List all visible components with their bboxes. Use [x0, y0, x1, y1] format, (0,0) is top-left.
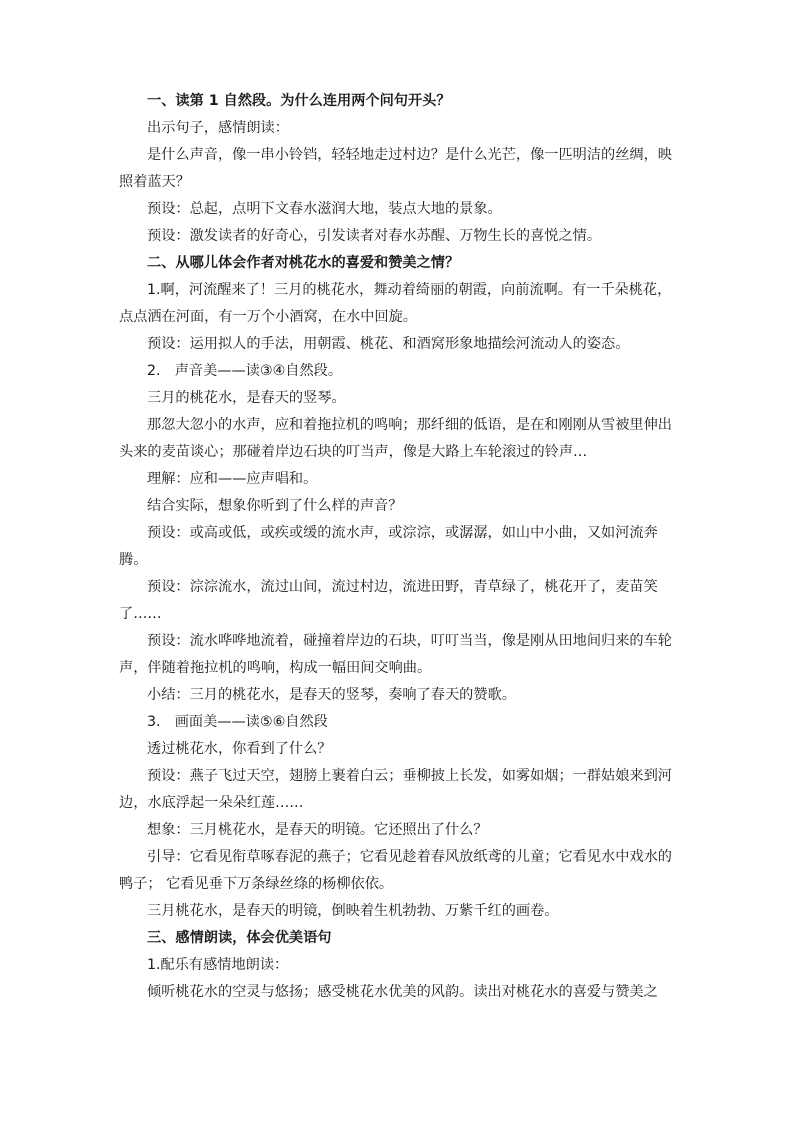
paragraph: 引导：它看见衔草啄春泥的燕子；它看见趁着春风放纸鸢的儿童；它看见水中戏水的鸭子； 它看见垂下万条绿丝绦的杨柳依依。: [119, 849, 672, 892]
paragraph: 预设：或高或低，或疾或缓的流水声，或淙淙，或潺潺，如山中小曲，又如河流奔腾。: [119, 525, 658, 568]
paragraph: 预设：淙淙流水，流过山间，流过村边，流进田野，青草绿了，桃花开了，麦苗笑了……: [119, 579, 658, 622]
paragraph: 3. 画面美——读⑤⑥自然段: [147, 714, 328, 730]
paragraph: 预设：流水哗哗地流着，碰撞着岸边的石块，叮叮当当，像是刚从田地间归来的车轮声，伴随着拖拉机的鸣响，构成一幅田间交响曲。: [119, 633, 672, 676]
paragraph: 想象：三月桃花水，是春天的明镜。它还照出了什么？: [147, 822, 488, 838]
section-heading: 二、从哪儿体会作者对桃花水的喜爱和赞美之情？: [147, 255, 460, 271]
paragraph: 预设：激发读者的好奇心，引发读者对春水苏醒、万物生长的喜悦之情。: [147, 228, 602, 244]
paragraph: 三月桃花水，是春天的明镜，倒映着生机勃勃、万紫千红的画卷。: [147, 903, 559, 919]
section-heading: 一、读第 1 自然段。为什么连用两个问句开头？: [147, 93, 451, 109]
paragraph: 那忽大忽小的水声，应和着拖拉机的鸣响；那纤细的低语，是在和刚刚从雪被里伸出头来的麦苗谈心；那碰着岸边石块的叮当声，像是大路上车轮滚过的铃声…: [119, 417, 672, 460]
paragraph: 理解：应和——应声唱和。: [147, 471, 318, 487]
paragraph: 预设：运用拟人的手法，用朝霞、桃花、和酒窝形象地描绘河流动人的姿态。: [147, 336, 630, 352]
section-heading: 三、感情朗读，体会优美语句: [147, 930, 332, 946]
paragraph: 结合实际，想象你听到了什么样的声音？: [147, 498, 403, 514]
paragraph: 透过桃花水，你看到了什么？: [147, 741, 332, 757]
paragraph: 倾听桃花水的空灵与悠扬；感受桃花水优美的风韵。读出对桃花水的喜爱与赞美之: [147, 984, 658, 1000]
paragraph: 小结：三月的桃花水，是春天的竖琴，奏响了春天的赞歌。: [147, 687, 516, 703]
paragraph: 2. 声音美——读③④自然段。: [147, 363, 343, 379]
paragraph: 1.配乐有感情地朗读：: [147, 957, 289, 973]
paragraph: 1.啊，河流醒来了！三月的桃花水，舞动着绮丽的朝霞，向前流啊。有一千朵桃花，点点洒在河面，有一万个小酒窝，在水中回旋。: [119, 282, 672, 325]
paragraph: 预设：总起，点明下文春水滋润大地，装点大地的景象。: [147, 201, 502, 217]
paragraph: 三月的桃花水，是春天的竖琴。: [147, 390, 346, 406]
document-body: [119, 88, 681, 1006]
paragraph: 预设：燕子飞过天空，翅膀上裹着白云；垂柳披上长发，如雾如烟；一群姑娘来到河边，水底浮起一朵朵红莲……: [119, 768, 672, 811]
paragraph: 出示句子，感情朗读：: [147, 120, 289, 136]
paragraph: 是什么声音，像一串小铃铛，轻轻地走过村边？是什么光芒，像一匹明洁的丝绸，映照着蓝天？: [119, 147, 672, 190]
